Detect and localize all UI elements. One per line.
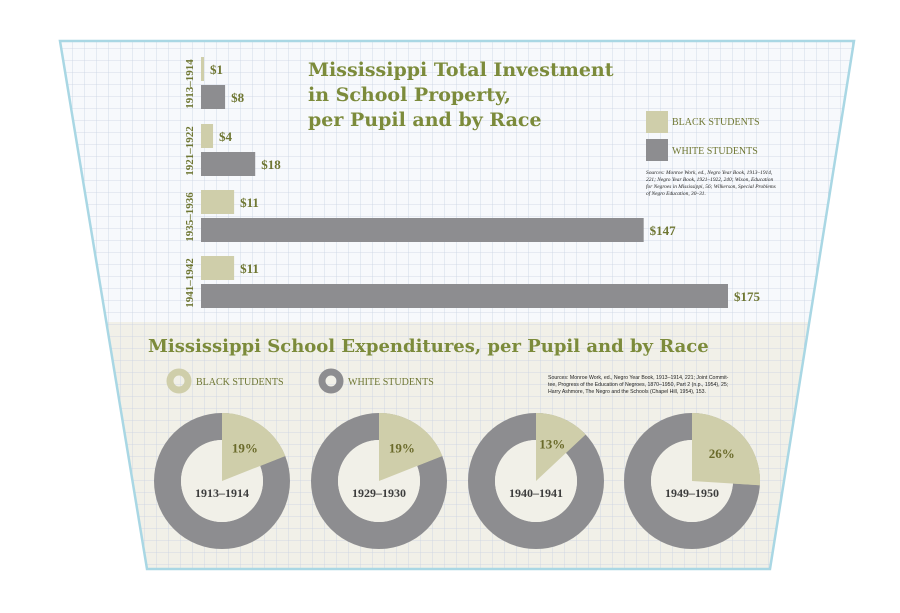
donut-year-label: 1940–1941 — [509, 486, 563, 500]
donut-year-label: 1929–1930 — [352, 486, 406, 500]
bar-value-label: $18 — [261, 157, 281, 172]
donut-sources — [548, 375, 729, 395]
bar-white — [201, 284, 728, 308]
bar-value-label: $8 — [231, 90, 245, 105]
bar-chart-title-line-1: Mississippi Total Investment — [308, 59, 614, 81]
donut-year-label: 1949–1950 — [665, 486, 719, 500]
period-label: 1913–1914 — [184, 59, 196, 109]
bar-value-label: $11 — [240, 195, 259, 210]
bar-black — [201, 124, 213, 148]
donut-1 — [325, 413, 443, 536]
period-label: 1921–1922 — [184, 126, 196, 176]
donut-source-line-2: tee, Progress of the Education of Negroes, 1870–1950, Part 2 (n.p., 1954), 25; — [548, 382, 729, 388]
bar-value-label: $175 — [734, 289, 760, 304]
bar-black — [201, 190, 234, 214]
bar-source-line-2: 221; Negro Year Book, 1921–1922, 240; Wixon, Education — [646, 177, 774, 183]
bar-value-label: $11 — [240, 261, 259, 276]
legend-label-white: WHITE STUDENTS — [672, 146, 758, 157]
bar-black — [201, 256, 234, 280]
bar-white — [201, 218, 644, 242]
donut-source-line-3: Harry Ashmore, The Negro and the Schools (Chapel Hill, 1954), 153. — [548, 389, 706, 395]
bar-white — [201, 85, 225, 109]
bar-chart-title-line-3: per Pupil and by Race — [308, 109, 542, 131]
donut-source-line-1: Sources: Monroe Work, ed., Negro Year Book, 1913–1914, 221; Joint Commit- — [548, 375, 729, 381]
bar-value-label: $4 — [219, 129, 233, 144]
bar-white — [201, 152, 255, 176]
bar-value-label: $1 — [210, 62, 224, 77]
donut-2 — [482, 413, 591, 536]
bar-value-label: $147 — [649, 223, 676, 238]
period-label: 1935–1936 — [184, 192, 196, 242]
donut-year-label: 1913–1914 — [195, 486, 249, 500]
period-label: 1941–1942 — [184, 258, 196, 308]
bar-black — [201, 57, 204, 81]
legend-swatch-black — [646, 111, 668, 133]
legend-swatch-white — [646, 139, 668, 161]
donut-percent-label: 13% — [539, 436, 566, 452]
donut-0 — [168, 413, 286, 536]
donut-percent-label: 19% — [231, 440, 258, 456]
donut-percent-label: 19% — [388, 440, 415, 456]
donut-chart-title: Mississippi School Expenditures, per Pupil and by Race — [148, 336, 709, 357]
legend-label-black: BLACK STUDENTS — [672, 117, 760, 128]
donut-legend-label-white: WHITE STUDENTS — [348, 377, 434, 388]
bar-source-line-1: Sources: Monroe Work, ed., Negro Year Book, 1913–1914, — [646, 170, 773, 176]
bar-source-line-4: of Negro Education, 30–31. — [646, 191, 706, 197]
donut-legend-label-black: BLACK STUDENTS — [196, 377, 284, 388]
bar-chart-title-line-2: in School Property, — [308, 84, 511, 106]
bar-source-line-3: for Negroes in Mississippi, 56; Wilkerson, Special Problems — [646, 184, 776, 190]
donut-percent-label: 26% — [708, 446, 735, 462]
